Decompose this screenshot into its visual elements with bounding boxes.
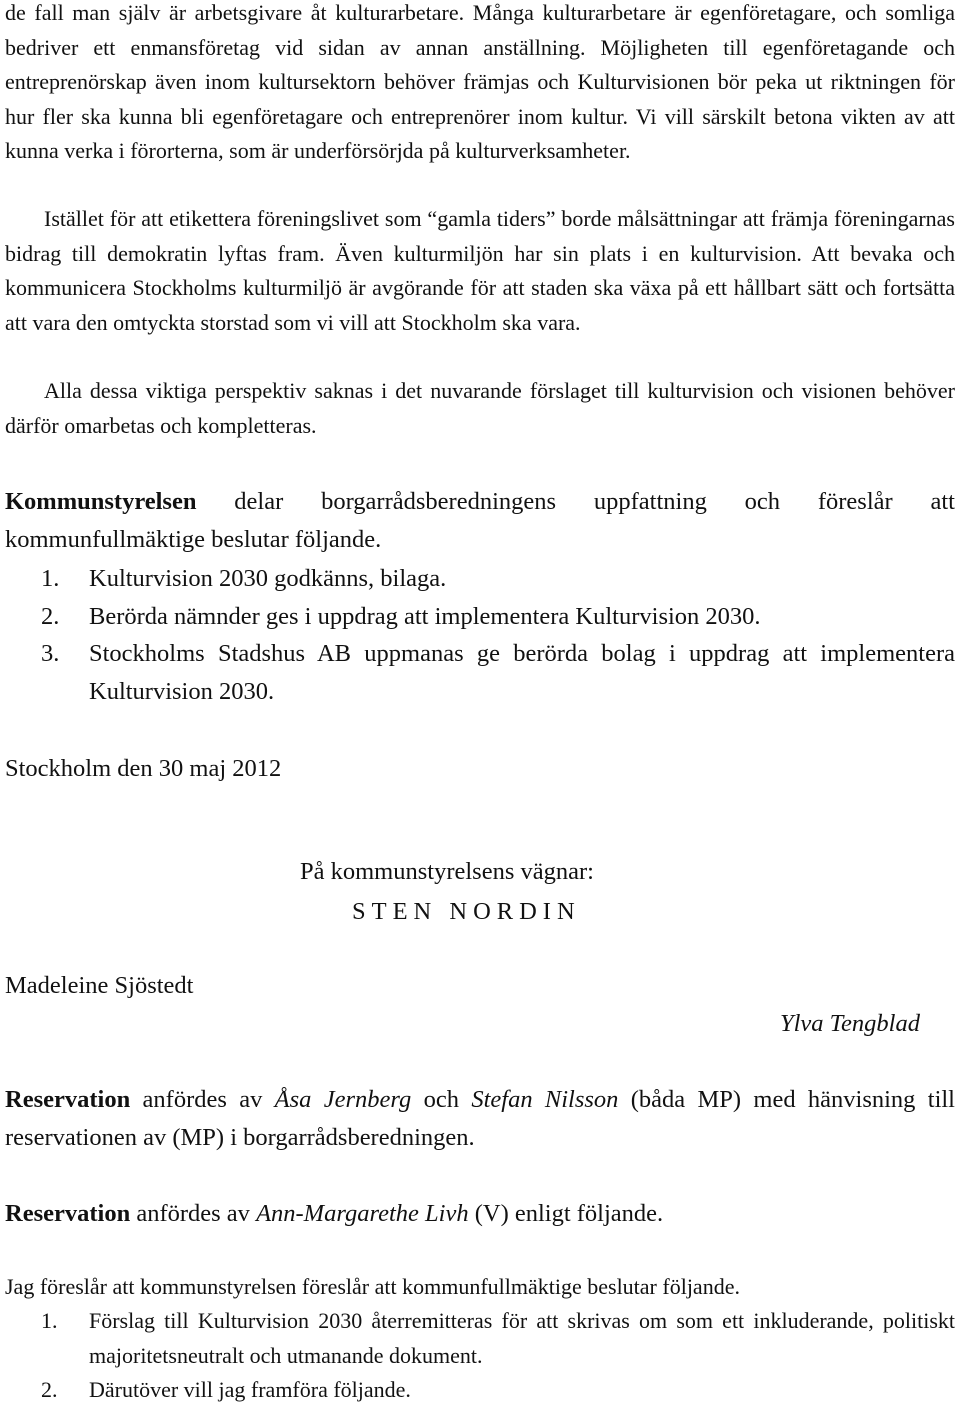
decision-item-text: Kulturvision 2030 godkänns, bilaga.: [89, 565, 447, 592]
proposal-item: [5, 1373, 955, 1408]
decision-list: [5, 560, 955, 710]
reservation-label: Reservation: [5, 1086, 131, 1113]
proposal-item-text: Därutöver vill jag framföra följande.: [89, 1377, 411, 1402]
reservation-v: [5, 1195, 663, 1233]
decision-item-number: 1.: [41, 565, 60, 592]
paragraph-missing-perspectives: Alla dessa viktiga perspektiv saknas i det nuvarande förslaget till kulturvision och visionen behöver därför omarbetas och kompletteras.: [5, 378, 955, 438]
proposal-item-text: Förslag till Kulturvision 2030 återremitteras för att skrivas om som ett inkluderande, politiskt majoritetsneutralt och utmanande dokument.: [89, 1308, 955, 1368]
date-line: Stockholm den 30 maj 2012: [5, 755, 282, 782]
proposal-item: [5, 1304, 955, 1373]
decision-item: [5, 560, 955, 598]
decision-item: [5, 635, 955, 710]
decision-item-text: Berörda nämnder ges i uppdrag att implementera Kulturvision 2030.: [89, 602, 761, 630]
signatory-left: Madeleine Sjöstedt: [5, 972, 194, 999]
proposal-intro: Jag föreslår att kommunstyrelsen föreslår att kommunfullmäktige beslutar följande.: [5, 1274, 740, 1299]
reservation-text: anfördes av: [130, 1086, 275, 1113]
reservation-text: och: [411, 1086, 472, 1113]
decision-item-number: 2.: [41, 602, 60, 630]
signatory-right: Ylva Tengblad: [780, 1010, 920, 1037]
proposal-item-number: 1.: [41, 1308, 58, 1333]
decision-subject: Kommunstyrelsen: [5, 488, 197, 515]
reservant-name: Stefan Nilsson: [471, 1086, 619, 1113]
reservation-text: (V) enligt följande.: [468, 1200, 664, 1227]
reservant-name: Åsa Jernberg: [274, 1086, 412, 1113]
decision-text: delar borgarrådsberedningens uppfattning och föreslår att kommunfullmäktige beslutar följande.: [5, 488, 955, 553]
decision-paragraph: [5, 483, 955, 558]
decision-item: [5, 598, 955, 636]
reservation-label: Reservation: [5, 1200, 131, 1227]
proposal-list: [5, 1304, 955, 1408]
reservant-name: Ann-Margarethe Livh: [256, 1200, 469, 1227]
reservation-text: anfördes av: [130, 1200, 257, 1227]
on-behalf-line: På kommunstyrelsens vägnar:: [300, 858, 594, 885]
paragraph-cultural-entrepreneurship: de fall man själv är arbetsgivare åt kulturarbetare. Många kulturarbetare är egenföretagare, och somliga bedriver ett enmansföretag vid sidan av annan anställning. Möjligheten till egenföretagande och entreprenörskap även inom kultursektorn behöver främjas och Kulturvisionen bör peka ut riktningen för hur fler ska kunna bli egenföretagare och entreprenörer inom kultur. Vi vill särskilt betona vikten av att kunna verka i förorterna, som är underförsörjda på kulturverksamheter.: [5, 0, 955, 163]
proposal-item-number: 2.: [41, 1377, 58, 1402]
reservation-mp: [5, 1081, 955, 1156]
reservation-text: (båda MP) med hänvisning till reservationen av (MP) i borgarrådsberedningen.: [5, 1086, 955, 1151]
chair-name: STEN NORDIN: [352, 898, 581, 925]
paragraph-associations-and-environment: Istället för att etikettera föreningslivet som “gamla tiders” borde målsättningar att främja föreningarnas bidrag till demokratin lyftas fram. Även kulturmiljön har sin plats i en kulturvision. Att bevaka och kommunicera Stockholms kulturmiljö är avgörande för att staden ska växa på ett hållbart sätt och fortsätta att vara den omtyckta storstad som vi vill att Stockholm ska vara.: [5, 206, 955, 335]
decision-item-number: 3.: [41, 640, 60, 667]
decision-item-text: Stockholms Stadshus AB uppmanas ge berörda bolag i uppdrag att implementera Kulturvision 2030.: [89, 640, 955, 705]
